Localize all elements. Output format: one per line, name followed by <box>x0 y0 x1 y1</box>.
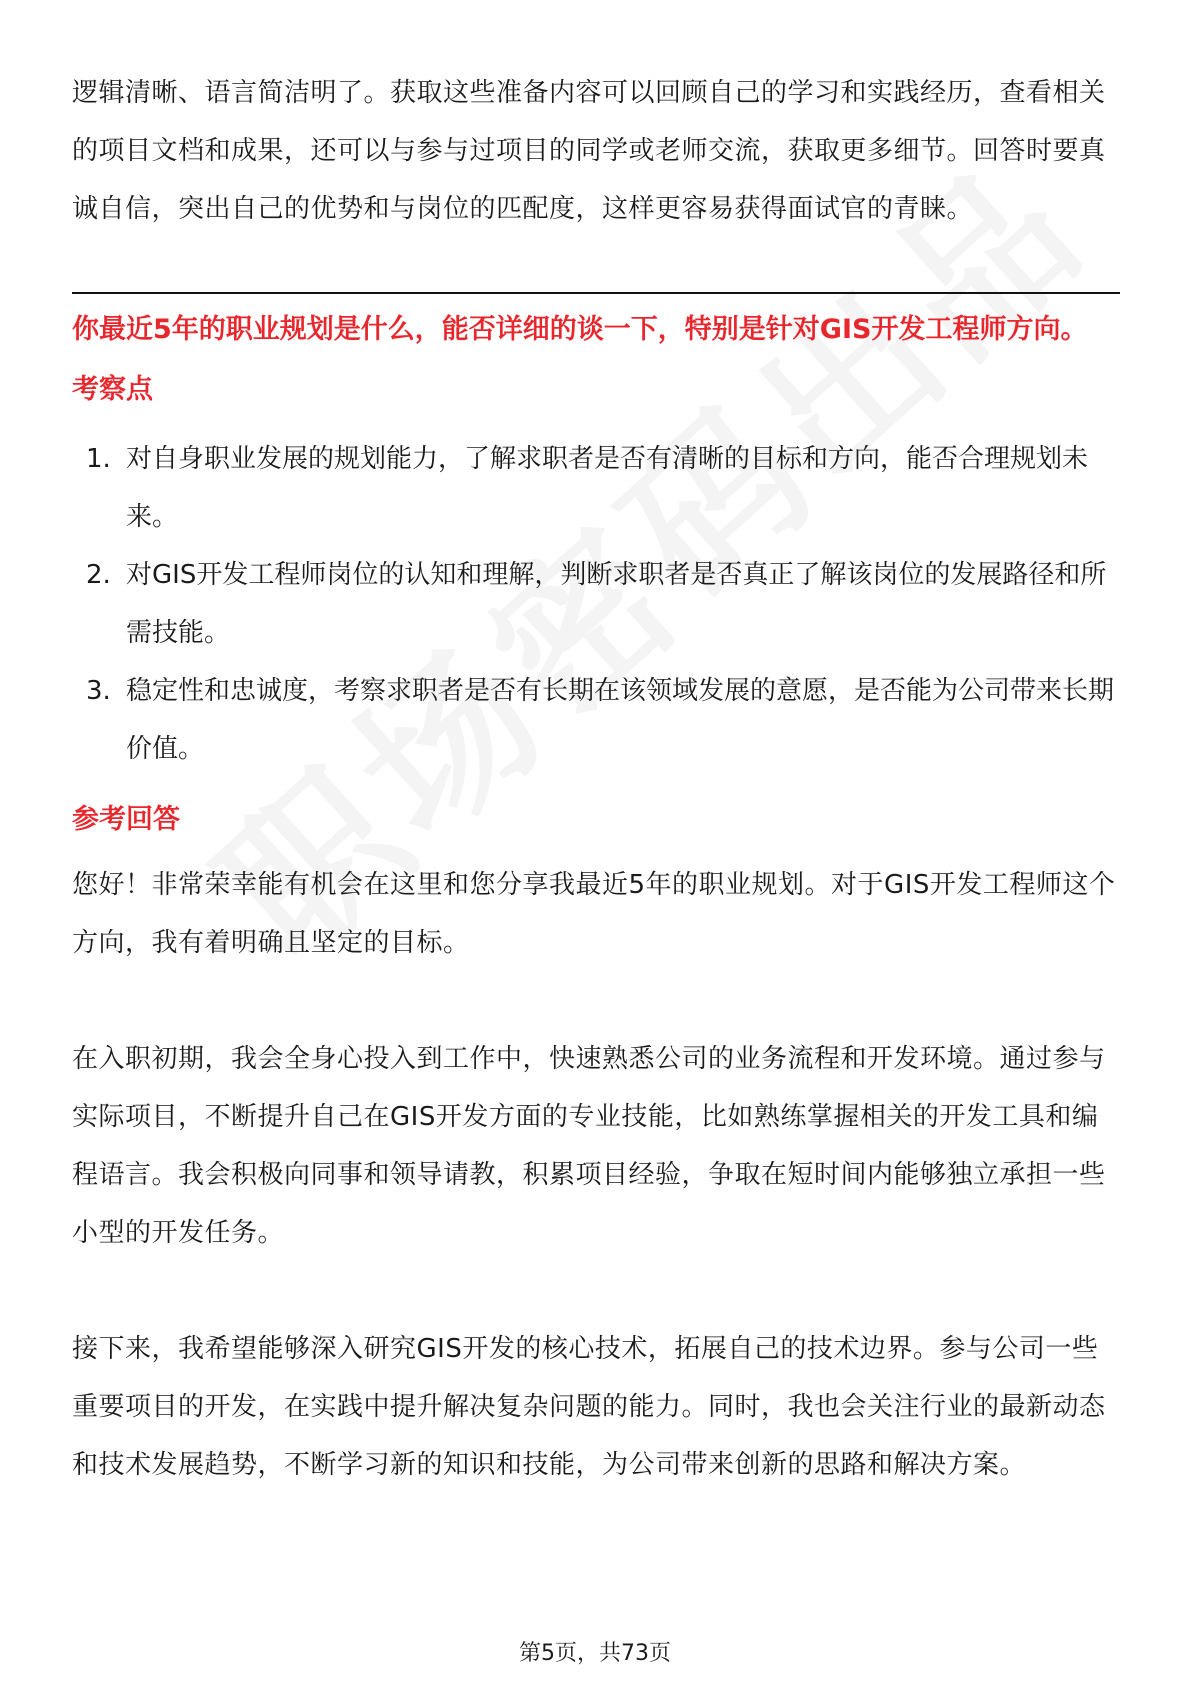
points-heading: 考察点 <box>72 374 153 405</box>
list-item-number: 1. <box>86 444 111 474</box>
spacer <box>72 238 1120 292</box>
interview-question: 你最近5年的职业规划是什么，能否详细的谈一下，特别是针对GIS开发工程师方向。 <box>72 314 1088 345</box>
answer-paragraph: 在入职初期，我会全身心投入到工作中，快速熟悉公司的业务流程和开发环境。通过参与实际项目，不断提升自己在GIS开发方面的专业技能，比如熟练掌握相关的开发工具和编程语言。我会积极向同事和领导请教，积累项目经验，争取在短时间内能够独立承担一些小型的开发任务。 <box>72 1044 1106 1248</box>
page-content <box>72 64 1120 1494</box>
page-number: 第5页，共73页 <box>519 1641 671 1666</box>
answer-paragraph: 您好！非常荣幸能有机会在这里和您分享我最近5年的职业规划。对于GIS开发工程师这个方向，我有着明确且坚定的目标。 <box>72 870 1116 958</box>
list-item-number: 2. <box>86 560 111 590</box>
list-item <box>72 430 1120 546</box>
list-item <box>72 546 1120 662</box>
list-item-text: 稳定性和忠诚度，考察求职者是否有长期在该领域发展的意愿，是否能为公司带来长期价值。 <box>126 676 1115 764</box>
list-item-number: 3. <box>86 676 111 706</box>
intro-paragraph: 逻辑清晰、语言简洁明了。获取这些准备内容可以回顾自己的学习和实践经历，查看相关的项目文档和成果，还可以与参与过项目的同学或老师交流，获取更多细节。回答时要真诚自信，突出自己的优势和与岗位的匹配度，这样更容易获得面试官的青睐。 <box>72 78 1106 224</box>
points-list <box>72 430 1120 778</box>
answer-heading: 参考回答 <box>72 804 180 835</box>
section-divider <box>72 292 1120 294</box>
list-item-text: 对自身职业发展的规划能力，了解求职者是否有清晰的目标和方向，能否合理规划未来。 <box>126 444 1089 532</box>
list-item-text: 对GIS开发工程师岗位的认知和理解，判断求职者是否真正了解该岗位的发展路径和所需技能。 <box>126 560 1107 648</box>
list-item <box>72 662 1120 778</box>
answer-paragraph: 接下来，我希望能够深入研究GIS开发的核心技术，拓展自己的技术边界。参与公司一些重要项目的开发，在实践中提升解决复杂问题的能力。同时，我也会关注行业的最新动态和技术发展趋势，不断学习新的知识和技能，为公司带来创新的思路和解决方案。 <box>72 1334 1106 1480</box>
